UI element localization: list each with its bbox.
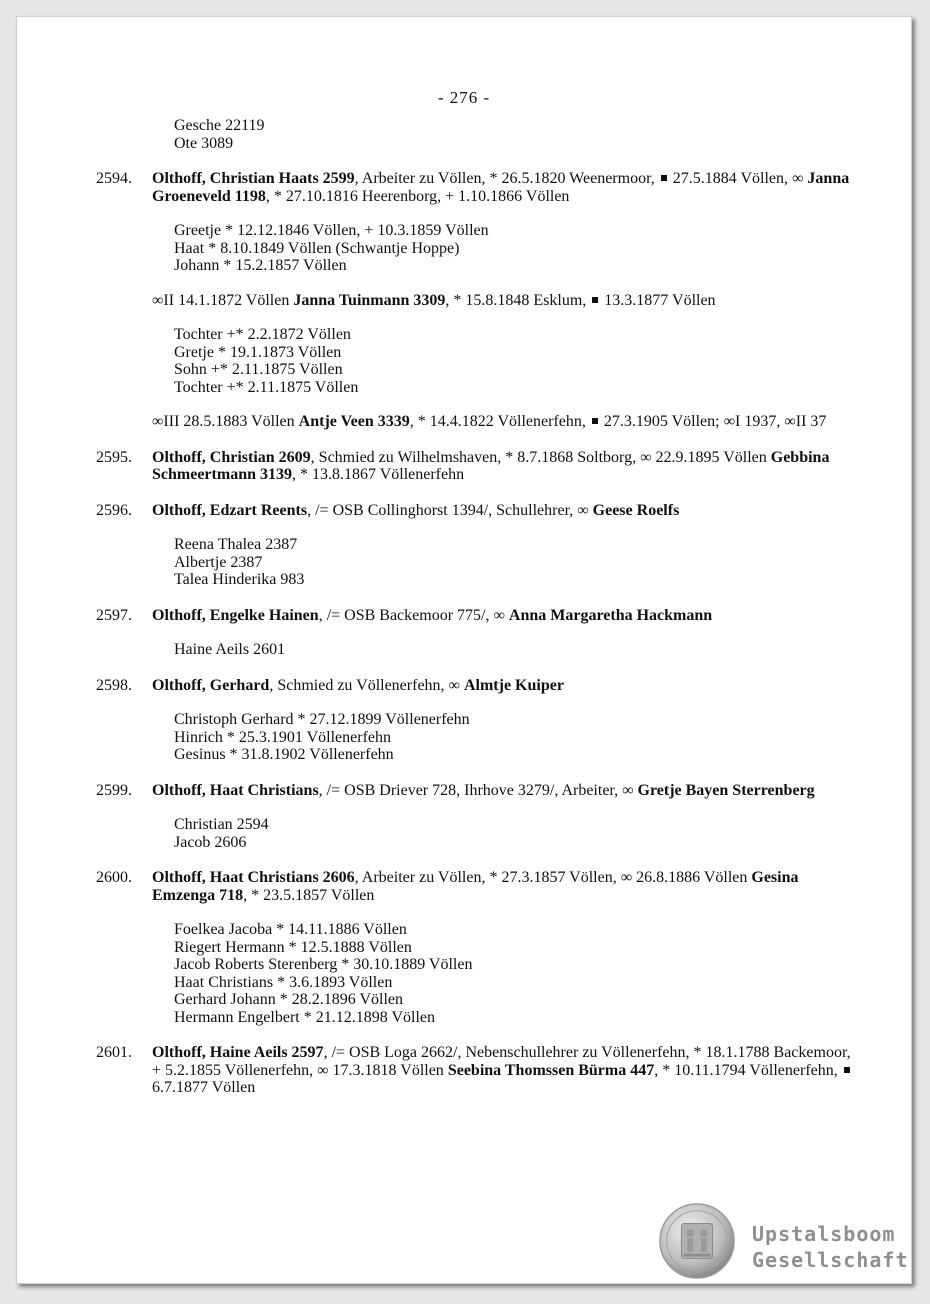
upstalsboom-seal-icon [658, 1202, 736, 1280]
entry-2600: 2600. Olthoff, Haat Christians 2606, Arbeiter zu Völlen, * 27.3.1857 Völlen, ∞ 26.8.1886 Völlen Gesina Emzenga 718, * 23.5.1857 Völlen [96, 869, 799, 904]
person-name: Olthoff, Christian Haats 2599 [152, 170, 355, 187]
children-list [174, 536, 911, 589]
child-line: Ote 3089 [174, 134, 234, 152]
spouse-name: Gebbina Schmeertmann 3139 [152, 448, 830, 483]
child-line: Sohn +* 2.11.1875 Völlen [174, 361, 343, 378]
child-line: Talea Hinderika 983 [174, 571, 305, 588]
child-line: Gretje * 19.1.1873 Völlen [174, 343, 342, 361]
child-line: Jacob 2606 [174, 833, 247, 851]
burial-symbol [661, 175, 667, 181]
spouse-name: Anna Margaretha Hackmann [508, 606, 713, 624]
spouse-name: Geese Roelfs [592, 501, 680, 519]
burial-symbol [844, 1067, 850, 1073]
third-marriage: ∞III 28.5.1883 Völlen Antje Veen 3339, * 14.4.1822 Völlenerfehn, 27.3.1905 Völlen; ∞I 1937, ∞II 37 [152, 413, 827, 430]
watermark-text: Upstalsboom Gesellschaft [752, 1222, 909, 1272]
entry-2598: 2598. Olthoff, Gerhard, Schmied zu Völlenerfehn, ∞ Almtje Kuiper [96, 676, 564, 694]
entry-number: 2594. [96, 170, 132, 187]
child-line: Christoph Gerhard * 27.12.1899 Völlenerfehn [174, 711, 470, 728]
entry-2594: 2594. Olthoff, Christian Haats 2599, Arbeiter zu Völlen, * 26.5.1820 Weenermoor, 27.5.1884 Völlen, ∞ Janna Groeneveld 1198, * 27.10.1816 Heerenborg, + 1.10.1866 Völlen [96, 170, 850, 205]
spouse-name: Antje Veen 3339 [298, 413, 410, 430]
children-list [174, 641, 911, 659]
child-line: Reena Thalea 2387 [174, 536, 298, 553]
entry-number: 2599. [96, 781, 132, 799]
entry-number: 2600. [96, 869, 132, 886]
children-list [174, 921, 911, 1026]
child-line: Christian 2594 [174, 816, 269, 833]
child-line: Johann * 15.2.1857 Völlen [174, 257, 347, 274]
spouse-name: Janna Groeneveld 1198 [152, 170, 850, 205]
spouse-name: Gretje Bayen Sterrenberg [637, 781, 815, 799]
entry-number: 2597. [96, 606, 132, 624]
child-line: Jacob Roberts Sterenberg * 30.10.1889 Völlen [174, 956, 473, 973]
children-list [174, 222, 911, 275]
person-name: Olthoff, Edzart Reents [152, 501, 308, 519]
document-page [16, 16, 912, 1284]
entry-number: 2596. [96, 501, 132, 519]
person-name: Olthoff, Haat Christians [152, 781, 319, 799]
entry-2601: 2601. Olthoff, Haine Aeils 2597, /= OSB Loga 2662/, Nebenschullehrer zu Völlenerfehn, * 18.1.1788 Backemoor, + 5.2.1855 Völlenerfehn, ∞ 17.3.1818 Völlen Seebina Thomssen Bürma 447, * 10.11.1794 Völlenerfehn, 6.7.1877 Völlen [96, 1044, 851, 1096]
entry-2595: 2595. Olthoff, Christian 2609, Schmied zu Wilhelmshaven, * 8.7.1868 Soltborg, ∞ 22.9.1895 Völlen Gebbina Schmeertmann 3139, * 13.8.1867 Völlenerfehn [96, 448, 830, 483]
burial-symbol [592, 418, 598, 424]
person-name: Olthoff, Christian 2609 [152, 448, 311, 466]
page-number: - 276 - [437, 88, 491, 107]
entry-2596: 2596. Olthoff, Edzart Reents, /= OSB Collinghorst 1394/, Schullehrer, ∞ Geese Roelfs [96, 501, 680, 519]
entry-number: 2595. [96, 448, 132, 466]
child-line: Tochter +* 2.2.1872 Völlen [174, 326, 351, 343]
second-marriage: ∞II 14.1.1872 Völlen Janna Tuinmann 3309, * 15.8.1848 Esklum, 13.3.1877 Völlen [152, 291, 716, 309]
children-list [174, 711, 911, 764]
register-content [17, 117, 911, 1097]
child-line: Tochter +* 2.11.1875 Völlen [174, 378, 359, 396]
spouse-name: Seebina Thomssen Bürma 447 [447, 1061, 655, 1079]
spouse-name: Almtje Kuiper [463, 676, 564, 694]
person-name: Olthoff, Engelke Hainen [152, 606, 319, 624]
children-list [174, 326, 911, 396]
entry-2599: 2599. Olthoff, Haat Christians, /= OSB Driever 728, Ihrhove 3279/, Arbeiter, ∞ Gretje Bayen Sterrenberg [96, 781, 815, 799]
child-line: Gerhard Johann * 28.2.1896 Völlen [174, 991, 403, 1008]
child-line: Gesinus * 31.8.1902 Völlenerfehn [174, 746, 394, 763]
child-line: Haat Christians * 3.6.1893 Völlen [174, 973, 393, 991]
child-line: Greetje * 12.12.1846 Völlen, + 10.3.1859 Völlen [174, 222, 489, 239]
entry-number: 2598. [96, 676, 132, 694]
child-line: Haat * 8.10.1849 Völlen (Schwantje Hoppe) [174, 239, 460, 257]
child-line: Haine Aeils 2601 [174, 641, 286, 658]
child-line: Hinrich * 25.3.1901 Völlenerfehn [174, 728, 391, 746]
burial-symbol [592, 297, 598, 303]
child-line: Hermann Engelbert * 21.12.1898 Völlen [174, 1008, 435, 1026]
spouse-name: Gesina Emzenga 718 [152, 869, 799, 904]
spouse-name: Janna Tuinmann 3309 [293, 291, 446, 309]
child-line: Riegert Hermann * 12.5.1888 Völlen [174, 938, 412, 956]
child-line: Albertje 2387 [174, 553, 263, 571]
person-name: Olthoff, Gerhard [152, 676, 270, 694]
child-line: Foelkea Jacoba * 14.11.1886 Völlen [174, 921, 407, 938]
child-line: Gesche 22119 [174, 117, 265, 134]
entry-number: 2601. [96, 1044, 132, 1061]
person-name: Olthoff, Haat Christians 2606 [152, 869, 355, 886]
entry-2597: 2597. Olthoff, Engelke Hainen, /= OSB Backemoor 775/, ∞ Anna Margaretha Hackmann [96, 606, 713, 624]
children-list [174, 117, 911, 152]
children-list [174, 816, 911, 851]
person-name: Olthoff, Haine Aeils 2597 [152, 1044, 324, 1061]
